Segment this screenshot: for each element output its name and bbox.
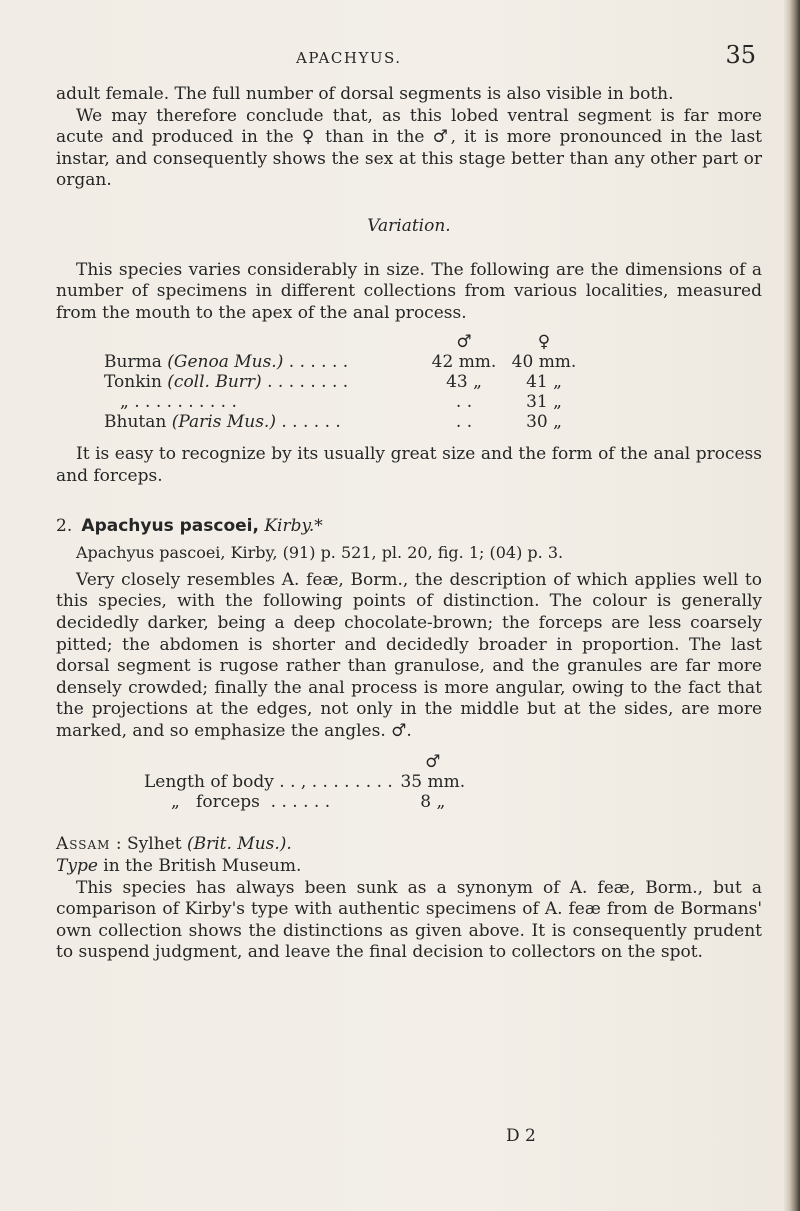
male-value: . . [455, 412, 473, 433]
measure-value: 35 mm. [400, 772, 466, 793]
paragraph-variation: This species varies considerably in size. The following are the dimensions of a number of specimens in different collections from various localities, measured from the mouth to the apex of the anal process. [56, 259, 762, 323]
collection: (Paris Mus.) [171, 412, 276, 433]
locality: Bhutan [104, 412, 167, 433]
section-heading-variation: Variation. [367, 215, 451, 236]
locality-collection: (Brit. Mus.). [186, 834, 292, 855]
species-name: Apachyus pascoei, [81, 515, 259, 536]
table-row [104, 352, 584, 372]
collection: (Genoa Mus.) [167, 352, 284, 373]
female-symbol: ♀ [537, 332, 551, 353]
page-header [56, 40, 756, 70]
table-row [104, 372, 584, 392]
measure-label: Length of body . . , . . . . . . . . [144, 772, 393, 793]
citation: Apachyus pascoei, Kirby, (91) p. 521, pl. 20, fig. 1; (04) p. 3. [76, 543, 564, 563]
page-edge-shadow [784, 0, 800, 1211]
locality: „ [120, 392, 129, 413]
male-value: . . [455, 392, 473, 413]
measure-label: „ forceps . . . . . . [144, 792, 331, 813]
locality-line [56, 834, 762, 856]
locality: Burma [104, 352, 162, 373]
measure-value: 8 „ [420, 792, 446, 813]
male-symbol: ♂ [456, 332, 472, 353]
locality-place: : Sylhet [115, 834, 182, 855]
table-row [144, 772, 473, 792]
collection: (coll. Burr) [167, 372, 262, 393]
page-body [56, 84, 762, 964]
female-value: 30 „ [526, 412, 562, 433]
male-value: 43 „ [446, 372, 482, 393]
leader-dots: . . . . . . . . [261, 372, 349, 393]
male-value: 42 mm. [431, 352, 497, 373]
paragraph-description: Very closely resembles A. feæ, Borm., the description of which applies well to this species, with the following points of distinction. The colour is generally decidedly darker, being a deep chocolate-brown; the forceps are less coarsely pitted; the abdomen is shorter and decidedly broader in proportion. The last dorsal segment is rugose rather than granulose, and the granules are far more densely crowded; finally the anal process is more angular, owing to the fact that the projections at the edges, not only in the middle but at the sides, are more marked, and so emphasize the angles. ♂. [56, 569, 762, 741]
table-row [104, 392, 584, 412]
type-label: Type [56, 856, 98, 877]
locality-label: Assam [56, 834, 111, 855]
table-row [144, 792, 473, 812]
table-row [104, 412, 584, 432]
species-author: Kirby.* [264, 515, 323, 536]
length-table [144, 752, 473, 812]
signature-mark: D 2 [506, 1126, 536, 1146]
running-head: APACHYUS. [296, 49, 402, 67]
paragraph-conclusion: We may therefore conclude that, as this lobed ventral segment is far more acute and produced in the ♀ than in the ♂, it is more pronounced in the last instar, and consequently shows the sex at this stage better than any other part or organ. [56, 105, 762, 191]
species-heading [56, 516, 762, 538]
page-number: 35 [725, 41, 756, 69]
female-value: 31 „ [526, 392, 562, 413]
dimensions-table [104, 332, 584, 432]
species-number: 2. [56, 515, 73, 536]
leader-dots: . . . . . . [275, 412, 341, 433]
male-symbol: ♂ [425, 752, 441, 773]
female-value: 41 „ [526, 372, 562, 393]
paragraph-continuation: adult female. The full number of dorsal segments is also visible in both. [56, 84, 674, 104]
paragraph-synonym: This species has always been sunk as a synonym of A. feæ, Borm., but a comparison of Kirby's type with authentic specimens of A. feæ from de Bormans' own collection shows the distinctions as given above. It is consequently prudent to suspend judgment, and leave the final decision to collectors on the spot. [56, 877, 762, 963]
type-line [56, 856, 762, 878]
locality: Tonkin [104, 372, 162, 393]
leader-dots: . . . . . . [283, 352, 349, 373]
paragraph-recognition: It is easy to recognize by its usually great size and the form of the anal process and forceps. [56, 444, 762, 486]
type-rest: in the British Museum. [103, 856, 302, 877]
leader-dots: . . . . . . . . . . [128, 392, 237, 413]
female-value: 40 mm. [511, 352, 577, 373]
